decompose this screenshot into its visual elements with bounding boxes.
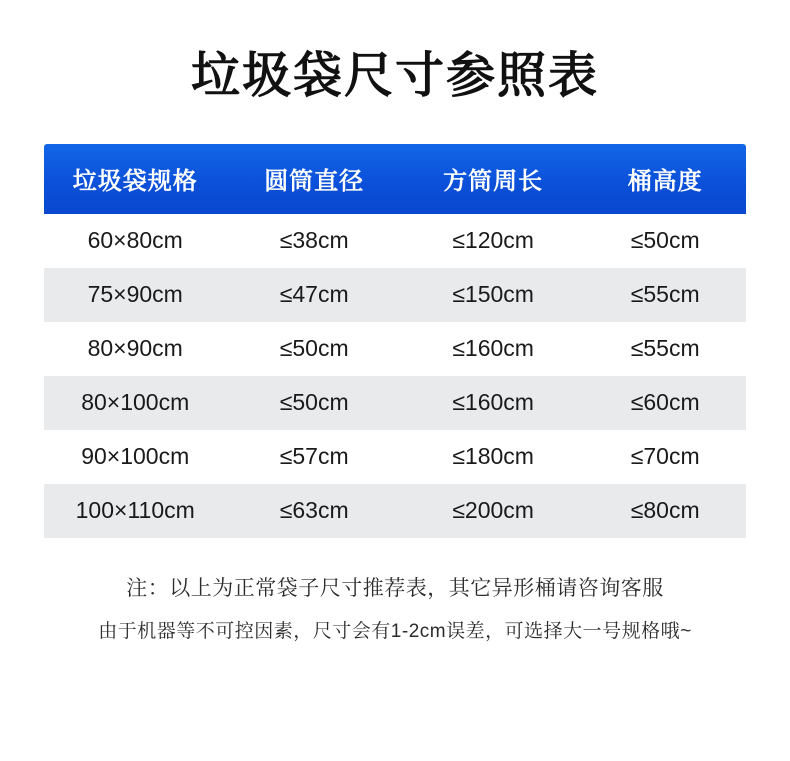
cell-cylinder-diameter: ≤50cm: [226, 376, 402, 430]
table-header-row: [44, 144, 746, 214]
note-line-primary: 注：以上为正常袋子尺寸推荐表，其它异形桶请咨询客服: [126, 576, 664, 600]
table-row: [44, 268, 746, 322]
cell-cylinder-diameter: ≤47cm: [226, 268, 402, 322]
cell-bag-spec: 75×90cm: [44, 268, 226, 322]
cell-bin-height: ≤60cm: [584, 376, 746, 430]
page-title: 垃圾袋尺寸参照表: [190, 49, 599, 103]
cell-square-perimeter: ≤160cm: [402, 322, 584, 376]
cell-square-perimeter: ≤200cm: [402, 484, 584, 538]
spec-table: [44, 144, 746, 538]
cell-cylinder-diameter: ≤38cm: [226, 214, 402, 268]
cell-bag-spec: 90×100cm: [44, 430, 226, 484]
cell-square-perimeter: ≤120cm: [402, 214, 584, 268]
table-row: [44, 214, 746, 268]
cell-bin-height: ≤55cm: [584, 322, 746, 376]
cell-square-perimeter: ≤160cm: [402, 376, 584, 430]
cell-bin-height: ≤70cm: [584, 430, 746, 484]
table-body: [44, 214, 746, 538]
column-header-bin-height: 桶高度: [584, 144, 746, 214]
cell-cylinder-diameter: ≤50cm: [226, 322, 402, 376]
cell-square-perimeter: ≤180cm: [402, 430, 584, 484]
cell-cylinder-diameter: ≤57cm: [226, 430, 402, 484]
table-row: [44, 322, 746, 376]
cell-bag-spec: 80×90cm: [44, 322, 226, 376]
cell-bag-spec: 100×110cm: [44, 484, 226, 538]
table-header: [44, 144, 746, 214]
cell-square-perimeter: ≤150cm: [402, 268, 584, 322]
cell-bin-height: ≤55cm: [584, 268, 746, 322]
spec-table-container: [44, 144, 746, 538]
cell-bin-height: ≤80cm: [584, 484, 746, 538]
column-header-square-perimeter: 方筒周长: [402, 144, 584, 214]
table-row: [44, 376, 746, 430]
cell-bag-spec: 60×80cm: [44, 214, 226, 268]
cell-bin-height: ≤50cm: [584, 214, 746, 268]
column-header-bag-spec: 垃圾袋规格: [44, 144, 226, 214]
notes-block: [45, 572, 745, 648]
table-row: [44, 430, 746, 484]
note-line-secondary: 由于机器等不可控因素，尺寸会有1-2cm误差，可选择大一号规格哦~: [98, 621, 692, 643]
table-row: [44, 484, 746, 538]
cell-cylinder-diameter: ≤63cm: [226, 484, 402, 538]
column-header-cylinder-diameter: 圆筒直径: [226, 144, 402, 214]
cell-bag-spec: 80×100cm: [44, 376, 226, 430]
